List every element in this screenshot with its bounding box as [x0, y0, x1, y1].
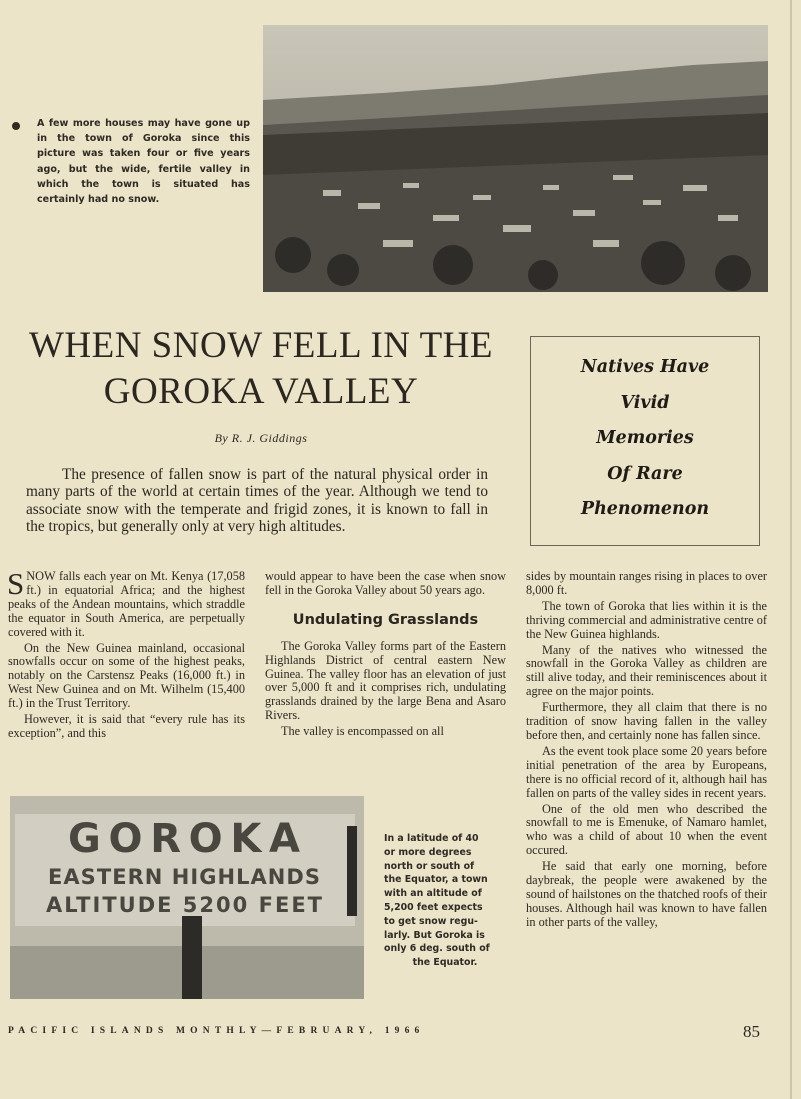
paragraph: The Goroka Valley forms part of the Eastern Highlands District of central eastern New Guinea. The valley floor has an elevation of just over 5,000 ft and it comprises rich, undulating grasslands drained by the large Bena and Asaro Rivers.: [265, 638, 506, 723]
paragraph: One of the old men who described the snowfall to me is Emenuke, of Namaro hamlet, who was a child of about 10 when the event occured.: [526, 801, 767, 858]
drop-cap: S: [7, 566, 25, 601]
article-headline: WHEN SNOW FELL IN THE GOROKA VALLEY: [28, 325, 494, 412]
sidebar-line: Phenomenon: [580, 499, 710, 519]
sign-line-3: ALTITUDE 5200 FEET: [46, 893, 322, 917]
running-footer: PACIFIC ISLANDS MONTHLY—FEBRUARY, 1966: [8, 1026, 425, 1036]
caption-line: or more degrees: [384, 846, 472, 858]
top-photo-caption: A few more houses may have gone up in the town of Goroka since this picture was taken four or five years ago, but the wide, fertile valley in which the town is situated has certainly had no snow.: [37, 118, 250, 206]
paragraph: The valley is encompassed on all: [281, 724, 444, 739]
column-3: [526, 570, 767, 932]
sidebar-line: Of Rare: [607, 463, 683, 484]
paragraph: However, it is said that “every rule has its exception”, and this: [8, 712, 245, 740]
caption-line: In a latitude of 40: [384, 833, 479, 844]
caption-bullet: [12, 122, 20, 130]
paragraph: would appear to have been the case when snow fell in the Goroka Valley about 50 years ago.: [265, 569, 506, 597]
paragraph: sides by mountain ranges rising in places to over 8,000 ft.: [526, 569, 767, 597]
sign-line-2: EASTERN HIGHLANDS: [48, 865, 320, 889]
sign-photo-caption: [384, 832, 506, 970]
intro-paragraph: The presence of fallen snow is part of the natural physical order in many parts of the world at certain times of the year. Although we tend to associate snow with the temperate and frigid zones, it is known to fall in the tropics, but generally only at very high altitudes.: [26, 466, 488, 536]
paragraph: [7, 566, 245, 640]
paragraph: Many of the natives who witnessed the snowfall in the Goroka Valley as children are still alive today, and their reminiscences about it agree on the major points.: [526, 642, 767, 699]
sidebar-title: [530, 350, 760, 528]
sidebar-line: Memories: [596, 428, 694, 448]
paragraph: He said that early one morning, before daybreak, the people were awakened by the sound of hailstones on the thatched roofs of their houses. Although hail was known to have fallen in other parts of the valley,: [526, 859, 767, 929]
paragraph: The town of Goroka that lies within it is the thriving commercial and administrative centre of the New Guinea highlands.: [526, 598, 767, 641]
sign-line-1: GOROKA: [68, 816, 300, 862]
column-2: [265, 570, 506, 741]
caption-line: only 6 deg. south of: [384, 943, 490, 955]
paragraph: As the event took place some 20 years before initial penetration of the area by Europeans, there is no official record of it, although hail has fallen on parts of the valley sides in recent years.: [526, 743, 767, 800]
paragraph-text: NOW falls each year on Mt. Kenya (17,058 ft.) in equatorial Africa; and the highest peaks of the Andean mountains, which straddle the equator in South America, are perpetually covered with it.: [8, 569, 245, 639]
caption-line: to get snow regu-: [384, 915, 478, 927]
caption-line: north or south of: [384, 860, 475, 872]
paragraph: Furthermore, they all claim that there is no tradition of snow having fallen in the valley before then, and certainly none has fallen since.: [526, 700, 767, 742]
caption-line: larly. But Goroka is: [384, 929, 485, 941]
section-subheading: Undulating Grasslands: [292, 611, 479, 628]
sidebar-line: Vivid: [620, 392, 670, 413]
goroka-sign-photo: [10, 796, 364, 999]
column-1: [7, 566, 245, 743]
caption-line: 5,200 feet expects: [384, 901, 483, 913]
caption-line: with an altitude of: [384, 888, 482, 900]
caption-line: the Equator, a town: [384, 874, 488, 886]
goroka-valley-photo: [263, 25, 768, 292]
caption-line: the Equator.: [412, 957, 478, 969]
byline: By R. J. Giddings: [214, 431, 308, 445]
page-number: 85: [743, 1022, 760, 1041]
page-edge: [790, 0, 792, 1099]
paragraph: On the New Guinea mainland, occasional snowfalls occur on some of the highest peaks, notably on the Carstensz Peaks (16,000 ft.) in West New Guinea and on Mt. Wilhelm (15,400 ft.) in the Trust Territory.: [8, 640, 245, 711]
sidebar-line: Natives Have: [580, 357, 710, 377]
